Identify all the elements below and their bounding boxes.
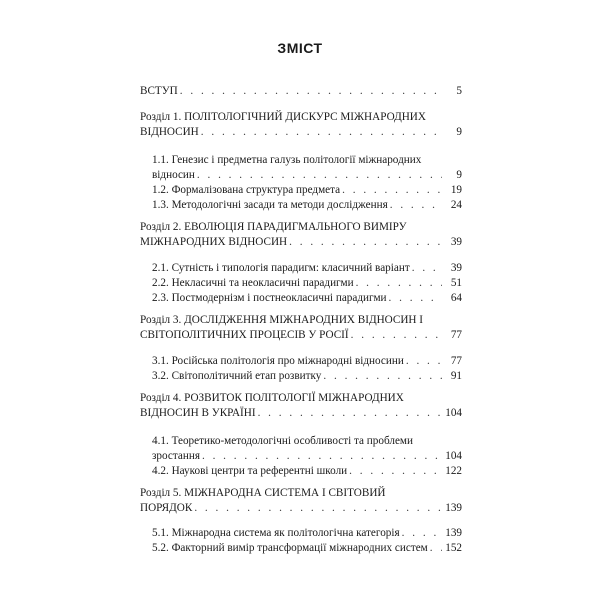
dot-leader	[390, 198, 442, 213]
page-number: 9	[442, 168, 462, 183]
subsection-title: 2.3. Постмодернізм і постнеокласичні парадигми	[152, 292, 387, 304]
dot-leader	[389, 291, 442, 306]
dot-leader	[201, 125, 442, 140]
dot-leader	[289, 235, 442, 250]
page-number: 139	[442, 501, 462, 516]
section-title-line2: ВІДНОСИН В УКРАЇНІ	[140, 407, 256, 419]
section-title-line2: МІЖНАРОДНИХ ВІДНОСИН	[140, 236, 288, 248]
page-number: 104	[442, 406, 462, 421]
page-number: 77	[442, 354, 462, 369]
page-number: 24	[442, 198, 462, 213]
subsection-title-line1: 1.1. Генезис і предметна галузь політології міжнародних	[152, 154, 422, 166]
page-number: 51	[442, 276, 462, 291]
subsection-title: 3.1. Російська політологія про міжнародні відносини	[152, 355, 404, 367]
page-number: 152	[442, 541, 462, 556]
section-title-line1: Розділ 3. ДОСЛІДЖЕННЯ МІЖНАРОДНИХ ВІДНОСИН І	[140, 314, 424, 326]
section-title-line1: Розділ 1. ПОЛІТОЛОГІЧНИЙ ДИСКУРС МІЖНАРОДНИХ	[140, 111, 426, 123]
dot-leader	[342, 183, 442, 198]
page-number: 19	[442, 183, 462, 198]
dot-leader	[351, 328, 442, 343]
page-number: 39	[442, 235, 462, 250]
subsection-title: 5.1. Міжнародна система як політологічна категорія	[152, 527, 400, 539]
page-number: 122	[442, 464, 462, 479]
dot-leader	[412, 261, 442, 276]
page-number: 39	[442, 261, 462, 276]
subsection-title-line2: зростання	[152, 450, 200, 462]
page-title: ЗМІСТ	[277, 40, 323, 56]
section-title-line2: ПОРЯДОК	[140, 502, 193, 514]
dot-leader	[406, 354, 442, 369]
section-title-line1: Розділ 5. МІЖНАРОДНА СИСТЕМА І СВІТОВИЙ	[140, 487, 386, 499]
subsection-title-line2: відносин	[152, 169, 195, 181]
subsection-title: 3.2. Світополітичний етап розвитку	[152, 370, 322, 382]
page-number: 64	[442, 291, 462, 306]
dot-leader	[194, 501, 442, 516]
section-title-line1: Розділ 4. РОЗВИТОК ПОЛІТОЛОГІЇ МІЖНАРОДНИХ	[140, 392, 404, 404]
dot-leader	[402, 526, 442, 541]
dot-leader	[323, 369, 442, 384]
subsection-title: 2.2. Некласичні та неокласичні парадигми	[152, 277, 354, 289]
subsection-title-line1: 4.1. Теоретико-методологічні особливості та проблеми	[152, 435, 413, 447]
page-number: 9	[442, 125, 462, 140]
subsection-title: 1.3. Методологічні засади та методи дослідження	[152, 199, 388, 211]
dot-leader	[197, 168, 442, 183]
subsection-title: 2.1. Сутність і типологія парадигм: класичний варіант	[152, 262, 410, 274]
page-number: 139	[442, 526, 462, 541]
subsection-title: 5.2. Факторний вимір трансформації міжнародних систем	[152, 542, 428, 554]
dot-leader	[430, 541, 442, 556]
section-title-line1: Розділ 2. ЕВОЛЮЦІЯ ПАРАДИГМАЛЬНОГО ВИМІРУ	[140, 221, 407, 233]
section-title-line2: ВІДНОСИН	[140, 126, 199, 138]
section-title-line2: СВІТОПОЛІТИЧНИХ ПРОЦЕСІВ У РОСІЇ	[140, 329, 349, 341]
dot-leader	[180, 84, 442, 99]
page-number: 77	[442, 328, 462, 343]
dot-leader	[202, 449, 442, 464]
dot-leader	[349, 464, 442, 479]
subsection-title: 1.2. Формалізована структура предмета	[152, 184, 341, 196]
page-number: 5	[442, 84, 462, 99]
dot-leader	[356, 276, 442, 291]
toc-entry-label: ВСТУП	[140, 85, 178, 97]
page-number: 91	[442, 369, 462, 384]
dot-leader	[258, 406, 442, 421]
subsection-title: 4.2. Наукові центри та референтні школи	[152, 465, 348, 477]
page-number: 104	[442, 449, 462, 464]
